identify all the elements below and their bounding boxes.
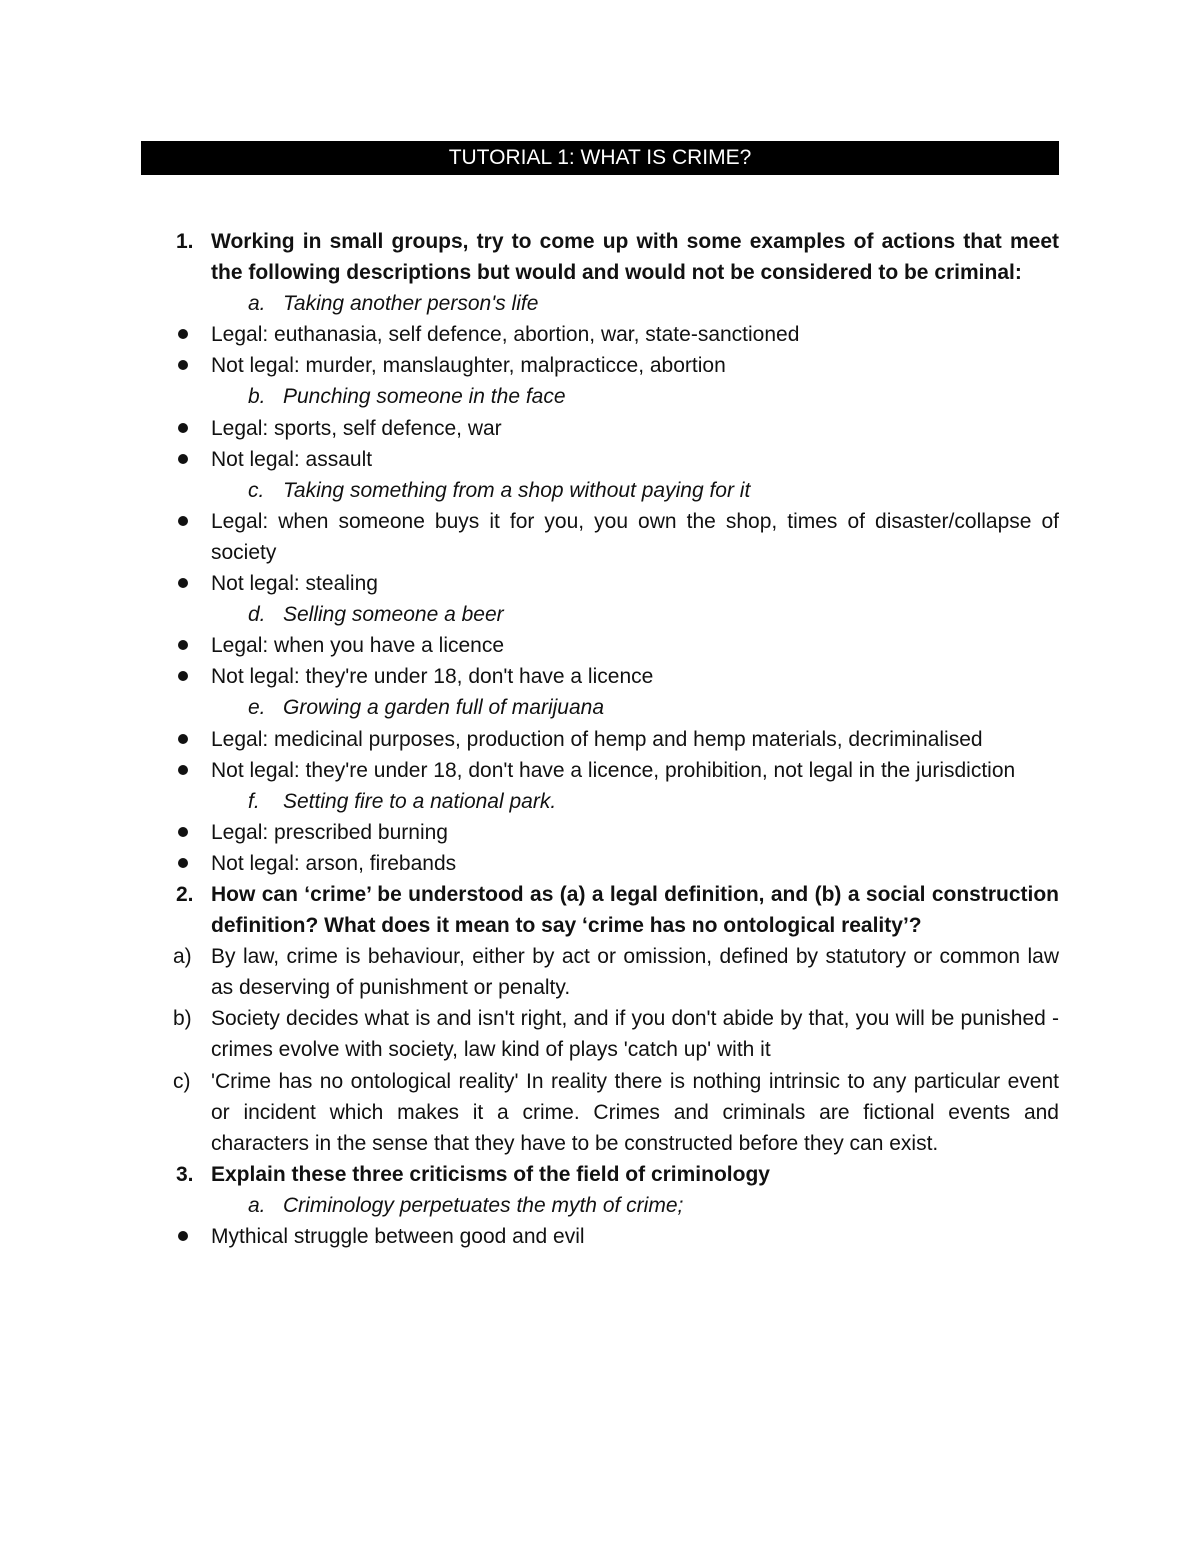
sub-text: Criminology perpetuates the myth of crime; (283, 1193, 684, 1217)
bullet-icon (178, 329, 188, 339)
bullet-icon (178, 1231, 188, 1241)
answer-item (173, 1066, 1059, 1159)
bullet-icon (178, 640, 188, 650)
bullet-text: Legal: when you have a licence (211, 634, 505, 658)
document-body (173, 226, 1059, 1252)
bullet-text: Legal: when someone buys it for you, you own the shop, times of disaster/collapse of society (211, 509, 1059, 564)
bullet-text: Mythical struggle between good and evil (211, 1225, 585, 1248)
bullet-item (176, 350, 1059, 381)
sub-letter: e. (248, 696, 266, 720)
question-text: Working in small groups, try to come up with some examples of actions that meet the following descriptions but would and would not be considered to be criminal: (211, 230, 1059, 285)
question-number: 1. (176, 230, 194, 253)
sub-question (176, 786, 1059, 817)
bullet-item (176, 506, 1059, 568)
bullet-text: Not legal: they're under 18, don't have a licence (211, 665, 654, 689)
sub-text: Punching someone in the face (283, 385, 566, 409)
bullet-item (176, 755, 1059, 786)
bullet-text: Legal: euthanasia, self defence, abortion, war, state-sanctioned (211, 323, 800, 347)
sub-letter: a. (248, 292, 266, 316)
bullet-item (176, 724, 1059, 755)
answer-letter: c) (173, 1069, 191, 1093)
sub-question (176, 1190, 1059, 1221)
sub-question (176, 475, 1059, 506)
sub-question (176, 381, 1059, 412)
bullet-text: Not legal: arson, firebands (211, 851, 457, 875)
sub-text: Taking something from a shop without paying for it (283, 478, 751, 502)
bullet-item (176, 661, 1059, 692)
sub-question (176, 692, 1059, 723)
sub-letter: a. (248, 1193, 266, 1217)
bullet-text: Not legal: murder, manslaughter, malpracticce, abortion (211, 354, 726, 378)
bullet-icon (178, 827, 188, 837)
bullet-icon (178, 360, 188, 370)
bullet-icon (178, 671, 188, 681)
bullet-item (176, 630, 1059, 661)
question-2 (176, 879, 1059, 941)
bullet-text: Legal: medicinal purposes, production of hemp and hemp materials, decriminalised (211, 727, 983, 751)
sub-text: Taking another person's life (283, 292, 539, 316)
bullet-item (176, 848, 1059, 879)
question-number: 2. (176, 882, 194, 906)
bullet-text: Not legal: they're under 18, don't have a licence, prohibition, not legal in the jurisdiction (211, 758, 1016, 782)
answer-letter: b) (173, 1007, 192, 1031)
bullet-icon (178, 578, 188, 588)
sub-letter: b. (248, 385, 266, 409)
question-text: How can ‘crime’ be understood as (a) a legal definition, and (b) a social construction definition? What does it mean to say ‘crime has no ontological reality’? (211, 882, 1059, 938)
sub-letter: d. (248, 603, 266, 627)
answer-text: Society decides what is and isn't right, and if you don't abide by that, you will be punished - crimes evolve with society, law kind of plays 'catch up' with it (211, 1007, 1059, 1062)
bullet-item (176, 1221, 1059, 1252)
bullet-icon (178, 516, 188, 526)
bullet-icon (178, 454, 188, 464)
bullet-text: Legal: prescribed burning (211, 820, 448, 844)
bullet-item (176, 319, 1059, 350)
bullet-icon (178, 734, 188, 744)
sub-text: Growing a garden full of marijuana (283, 696, 605, 720)
sub-question (176, 599, 1059, 630)
answer-text: By law, crime is behaviour, either by act or omission, defined by statutory or common law as deserving of punishment or penalty. (211, 945, 1059, 1000)
question-number: 3. (176, 1162, 194, 1186)
bullet-text: Legal: sports, self defence, war (211, 416, 502, 440)
sub-text: Selling someone a beer (283, 603, 504, 627)
answer-item (173, 941, 1059, 1003)
bullet-icon (178, 765, 188, 775)
page-title: TUTORIAL 1: WHAT IS CRIME? (141, 141, 1059, 175)
bullet-text: Not legal: stealing (211, 572, 378, 596)
bullet-text: Not legal: assault (211, 447, 373, 471)
answer-letter: a) (173, 945, 192, 969)
sub-letter: f. (248, 789, 260, 813)
answer-item (173, 1003, 1059, 1065)
bullet-item (176, 444, 1059, 475)
bullet-item (176, 413, 1059, 444)
bullet-icon (178, 858, 188, 868)
bullet-item (176, 568, 1059, 599)
question-text: Explain these three criticisms of the field of criminology (211, 1162, 770, 1186)
sub-question (176, 288, 1059, 319)
question-1 (176, 226, 1059, 288)
answer-text: 'Crime has no ontological reality' In reality there is nothing intrinsic to any particular event or incident which makes it a crime. Crimes and criminals are fictional events and characters in the sense that they have to be constructed before they can exist. (211, 1069, 1059, 1155)
question-3 (176, 1159, 1059, 1190)
sub-text: Setting fire to a national park. (283, 789, 557, 813)
bullet-item (176, 817, 1059, 848)
bullet-icon (178, 423, 188, 433)
sub-letter: c. (248, 478, 265, 502)
